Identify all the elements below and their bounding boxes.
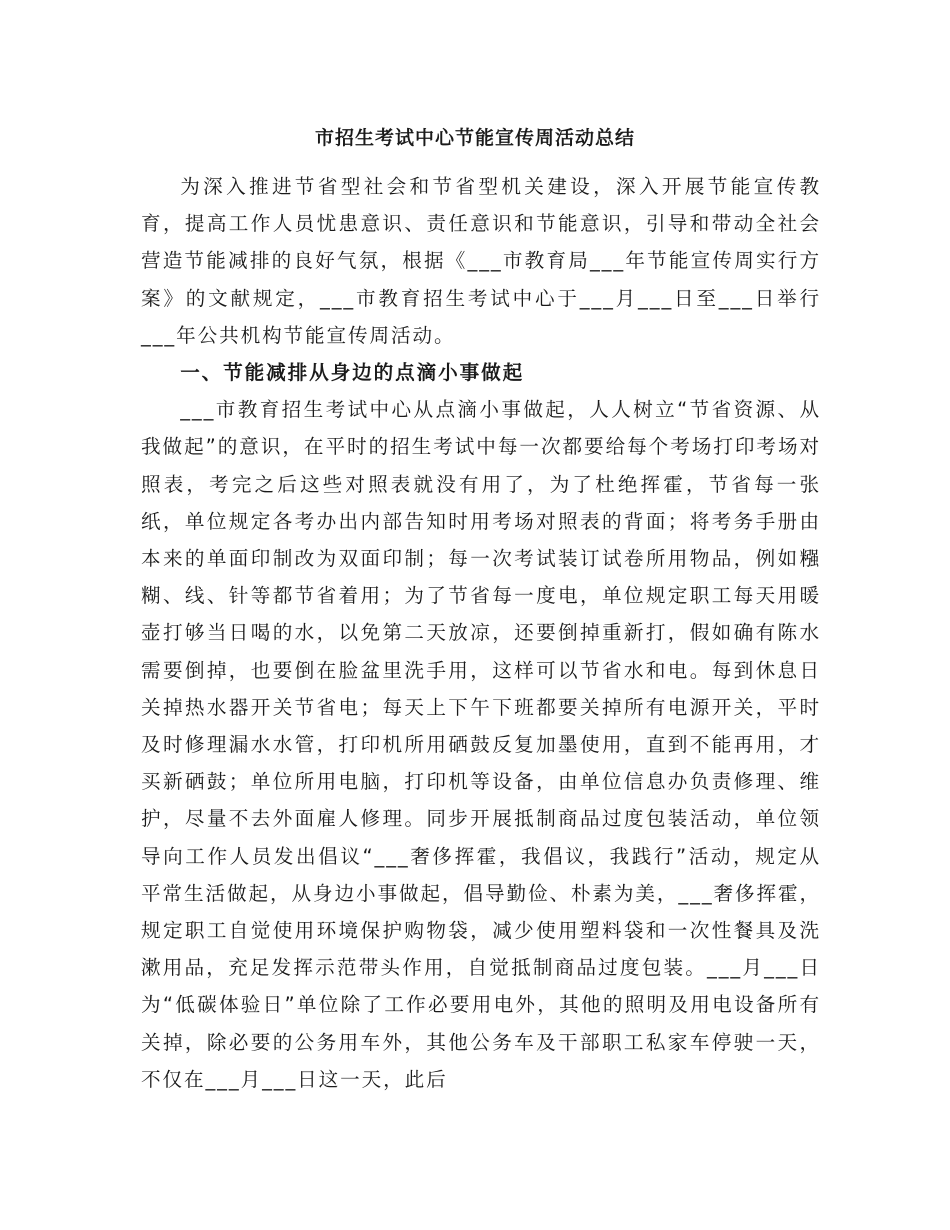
document-title: 市招生考试中心节能宣传周活动总结 [314, 127, 635, 149]
section-heading: 一、节能减排从身边的点滴小事做起 [180, 361, 525, 385]
intro-paragraph: 为深入推进节省型社会和节省型机关建设，深入开展节能宣传教育，提高工作人员忧患意识、责任意识和节能意识，引导和带动全社会营造节能减排的良好气氛，根据《___市教育局___年节能宣传周实行方案》的文献规定，___市教育招生考试中心于___月___日至___日举行___年公共机构节能宣传周活动。 [141, 175, 821, 347]
section-paragraph: ___市教育招生考试中心从点滴小事做起，人人树立“节省资源、从我做起”的意识，在平时的招生考试中每一次都要给每个考场打印考场对照表，考完之后这些对照表就没有用了，为了杜绝挥霍，节省每一张纸，单位规定各考办出内部告知时用考场对照表的背面；将考务手册由本来的单面印制改为双面印制；每一次考试装订试卷所用物品，例如糨糊、线、针等都节省着用；为了节省每一度电，单位规定职工每天用暖壶打够当日喝的水，以免第二天放凉，还要倒掉重新打，假如确有陈水需要倒掉，也要倒在脸盆里洗手用，这样可以节省水和电。每到休息日关掉热水器开关节省电；每天上下午下班都要关掉所有电源开关，平时及时修理漏水水管，打印机所用硒鼓反复加墨使用，直到不能再用，才买新硒鼓；单位所用电脑，打印机等设备，由单位信息办负责修理、维护，尽量不去外面雇人修理。同步开展抵制商品过度包装活动，单位领导向工作人员发出倡议“___奢侈挥霍，我倡议，我践行”活动，规定从平常生活做起，从身边小事做起，倡导勤俭、朴素为美，___奢侈挥霍，规定职工自觉使用环境保护购物袋，减少使用塑料袋和一次性餐具及洗漱用品，充足发挥示范带头作用，自觉抵制商品过度包装。___月___日为“低碳体验日”单位除了工作必要用电外，其他的照明及用电设备所有关掉，除必要的公务用车外，其他公务车及干部职工私家车停驶一天，不仅在___月___日这一天，此后 [141, 398, 821, 1091]
document-body [141, 168, 821, 1098]
